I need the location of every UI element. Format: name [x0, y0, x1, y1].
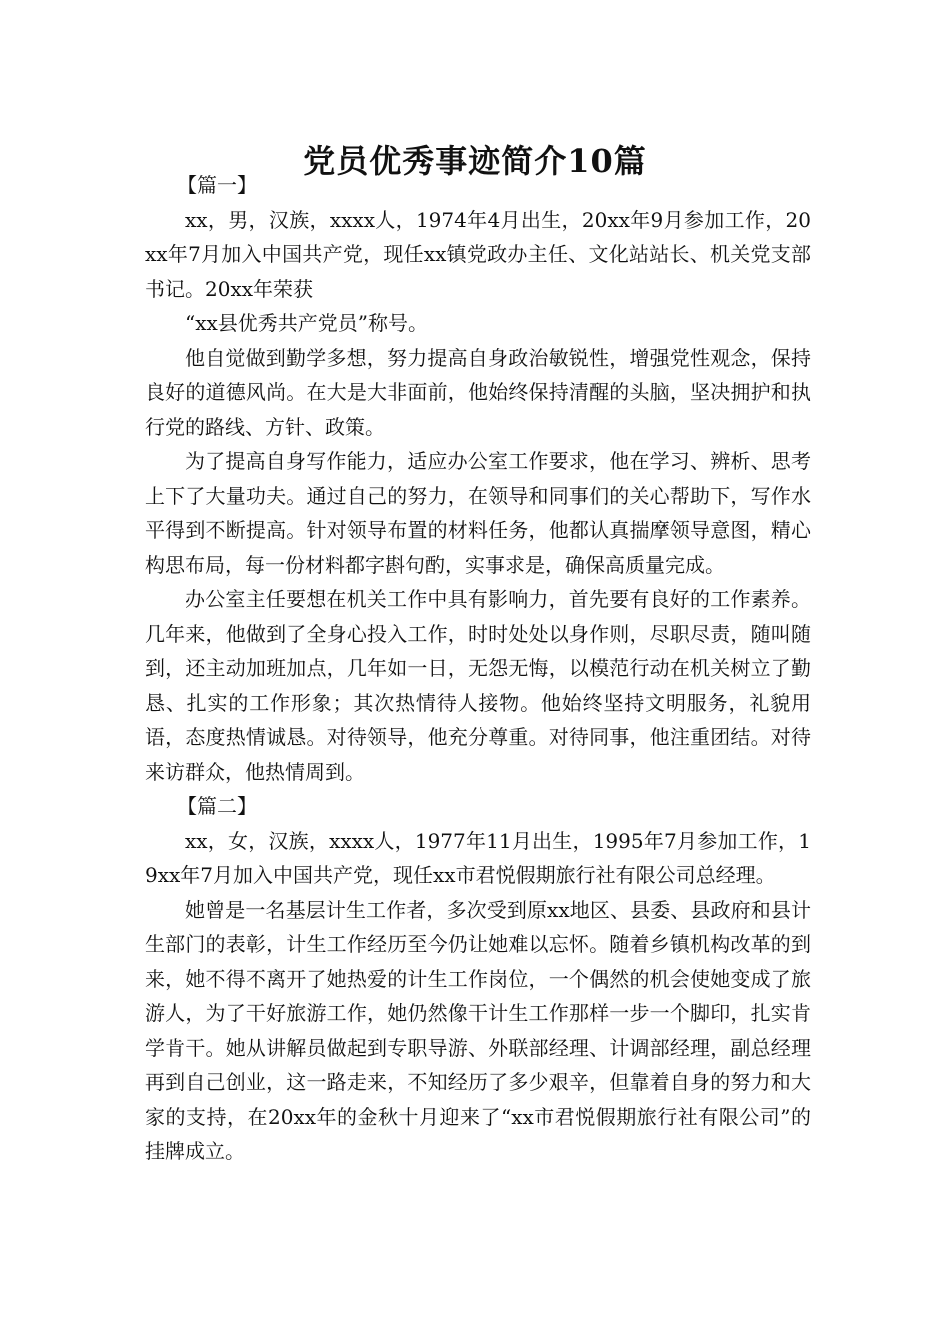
- section-1-paragraph-1: xx，男，汉族，xxxx人，1974年4月出生，20xx年9月参加工作，20xx年7月加入中国共产党，现任xx镇党政办主任、文化站站长、机关党支部书记。20xx年荣获: [145, 207, 811, 301]
- section-1-paragraph-3: 他自觉做到勤学多想，努力提高自身政治敏锐性，增强党性观念，保持良好的道德风尚。在大是大非面前，他始终保持清醒的头脑，坚决拥护和执行党的路线、方针、政策。: [145, 345, 811, 439]
- section-2-paragraph-1: xx，女，汉族，xxxx人，1977年11月出生，1995年7月参加工作，19xx年7月加入中国共产党，现任xx市君悦假期旅行社有限公司总经理。: [145, 828, 811, 887]
- section-1-paragraph-2: “xx县优秀共产党员”称号。: [185, 311, 429, 335]
- section-1-paragraph-5: 办公室主任要想在机关工作中具有影响力，首先要有良好的工作素养。几年来，他做到了全身心投入工作，时时处处以身作则，尽职尽责，随叫随到，还主动加班加点，几年如一日，无怨无悔，以模范行动在机关树立了勤恳、扎实的工作形象；其次热情待人接物。他始终坚持文明服务，礼貌用语，态度热情诚恳。对待领导，他充分尊重。对待同事，他注重团结。对待来访群众，他热情周到。: [145, 587, 811, 784]
- document-body: [145, 168, 811, 1169]
- section-2-paragraph-2: 她曾是一名基层计生工作者，多次受到原xx地区、县委、县政府和县计生部门的表彰，计生工作经历至今仍让她难以忘怀。随着乡镇机构改革的到来，她不得不离开了她热爱的计生工作岗位，一个偶然的机会使她变成了旅游人，为了干好旅游工作，她仍然像干计生工作那样一步一个脚印，扎实肯学肯干。她从讲解员做起到专职导游、外联部经理、计调部经理，副总经理再到自己创业，这一路走来，不知经历了多少艰辛，但靠着自身的努力和大家的支持，在20xx年的金秋十月迎来了“xx市君悦假期旅行社有限公司”的挂牌成立。: [145, 897, 811, 1163]
- section-heading-2: 【篇二】: [177, 794, 257, 818]
- section-heading-1: 【篇一】: [177, 173, 257, 197]
- document-title: 党员优秀事迹简介10篇: [303, 142, 647, 181]
- section-1-paragraph-4: 为了提高自身写作能力，适应办公室工作要求，他在学习、辨析、思考上下了大量功夫。通过自己的努力，在领导和同事们的关心帮助下，写作水平得到不断提高。针对领导布置的材料任务，他都认真揣摩领导意图，精心构思布局，每一份材料都字斟句酌，实事求是，确保高质量完成。: [145, 449, 811, 577]
